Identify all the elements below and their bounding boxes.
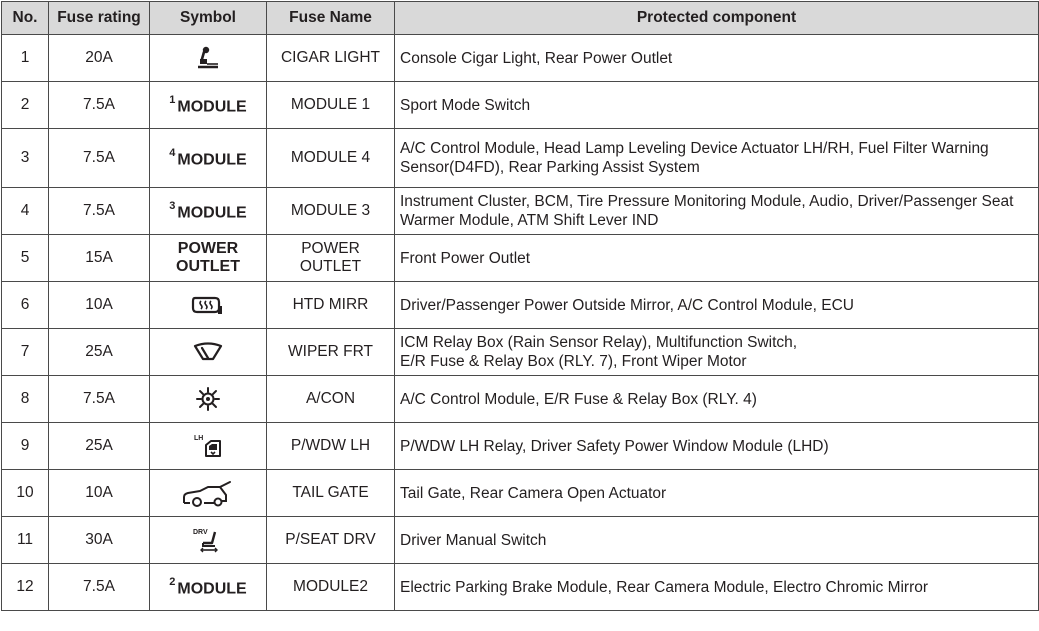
table-row bbox=[2, 376, 1039, 423]
fuse-rating: 10A bbox=[49, 282, 150, 329]
header-row bbox=[2, 2, 1039, 35]
table-row bbox=[2, 188, 1039, 235]
table-row bbox=[2, 423, 1039, 470]
fuse-name: WIPER FRT bbox=[267, 329, 395, 376]
fuse-rating: 15A bbox=[49, 235, 150, 282]
fuse-rating: 30A bbox=[49, 517, 150, 564]
fuse-name-line: POWER bbox=[301, 240, 360, 257]
table-row bbox=[2, 35, 1039, 82]
protected-component: Electric Parking Brake Module, Rear Camera Module, Electro Chromic Mirror bbox=[395, 564, 1039, 611]
fuse-name: CIGAR LIGHT bbox=[267, 35, 395, 82]
fuse-symbol bbox=[150, 35, 267, 82]
protected-component bbox=[395, 129, 1039, 188]
fuse-no: 8 bbox=[2, 376, 49, 423]
front-wiper-icon bbox=[193, 342, 223, 362]
fuse-rating: 20A bbox=[49, 35, 150, 82]
fuse-no: 12 bbox=[2, 564, 49, 611]
symbol-line: POWER bbox=[177, 240, 239, 257]
module-symbol-text: MODULE bbox=[177, 151, 247, 169]
fuse-no: 11 bbox=[2, 517, 49, 564]
protected-component bbox=[395, 329, 1039, 376]
fuse-symbol bbox=[150, 423, 267, 470]
fuse-name-line: OUTLET bbox=[299, 258, 362, 275]
header-symbol: Symbol bbox=[150, 2, 267, 35]
table-row bbox=[2, 82, 1039, 129]
fuse-rating: 7.5A bbox=[49, 564, 150, 611]
cigar-lighter-icon bbox=[195, 45, 221, 71]
table-row bbox=[2, 329, 1039, 376]
fuse-name: P/SEAT DRV bbox=[267, 517, 395, 564]
header-fuse-rating: Fuse rating bbox=[49, 2, 150, 35]
fuse-symbol bbox=[150, 564, 267, 611]
fuse-rating: 7.5A bbox=[49, 82, 150, 129]
component-line: Sensor(D4FD), Rear Parking Assist System bbox=[400, 159, 700, 176]
module-number: 4 bbox=[169, 147, 176, 160]
power-seat-drv-icon bbox=[191, 527, 225, 553]
fuse-no: 10 bbox=[2, 470, 49, 517]
protected-component: A/C Control Module, E/R Fuse & Relay Box (RLY. 4) bbox=[395, 376, 1039, 423]
fuse-no: 2 bbox=[2, 82, 49, 129]
symbol-line: OUTLET bbox=[176, 258, 240, 275]
protected-component: Driver/Passenger Power Outside Mirror, A/C Control Module, ECU bbox=[395, 282, 1039, 329]
component-line: A/C Control Module, Head Lamp Leveling Device Actuator LH/RH, Fuel Filter Warning bbox=[400, 140, 989, 157]
fuse-no: 9 bbox=[2, 423, 49, 470]
fuse-rating: 7.5A bbox=[49, 188, 150, 235]
fuse-symbol bbox=[150, 329, 267, 376]
component-line: Warmer Module, ATM Shift Lever IND bbox=[400, 212, 659, 229]
fuse-name: P/WDW LH bbox=[267, 423, 395, 470]
power-seat-drv-label: DRV bbox=[193, 529, 208, 536]
fuse-symbol bbox=[150, 129, 267, 188]
fuse-symbol bbox=[150, 282, 267, 329]
fuse-name bbox=[267, 235, 395, 282]
table-row bbox=[2, 517, 1039, 564]
protected-component: P/WDW LH Relay, Driver Safety Power Window Module (LHD) bbox=[395, 423, 1039, 470]
fuse-name: HTD MIRR bbox=[267, 282, 395, 329]
fuse-symbol bbox=[150, 82, 267, 129]
fuse-no: 7 bbox=[2, 329, 49, 376]
module-symbol-text: MODULE bbox=[177, 204, 247, 222]
fuse-symbol bbox=[150, 376, 267, 423]
ac-snowflake-icon bbox=[196, 387, 220, 411]
protected-component: Tail Gate, Rear Camera Open Actuator bbox=[395, 470, 1039, 517]
header-no: No. bbox=[2, 2, 49, 35]
header-protected-component: Protected component bbox=[395, 2, 1039, 35]
heated-mirror-icon bbox=[191, 294, 225, 316]
table-row bbox=[2, 129, 1039, 188]
fuse-rating: 25A bbox=[49, 329, 150, 376]
power-window-lh-label: LH bbox=[194, 435, 204, 442]
table-row bbox=[2, 235, 1039, 282]
fuse-name: MODULE2 bbox=[267, 564, 395, 611]
fuse-name: MODULE 1 bbox=[267, 82, 395, 129]
fuse-no: 4 bbox=[2, 188, 49, 235]
table-row bbox=[2, 470, 1039, 517]
fuse-no: 5 bbox=[2, 235, 49, 282]
fuse-table bbox=[1, 1, 1039, 611]
protected-component: Driver Manual Switch bbox=[395, 517, 1039, 564]
component-line: E/R Fuse & Relay Box (RLY. 7), Front Wiper Motor bbox=[400, 353, 747, 370]
fuse-symbol bbox=[150, 470, 267, 517]
component-line: Instrument Cluster, BCM, Tire Pressure Monitoring Module, Audio, Driver/Passenger Seat bbox=[400, 193, 1014, 210]
fuse-name: MODULE 4 bbox=[267, 129, 395, 188]
table-row bbox=[2, 564, 1039, 611]
module-symbol-text: MODULE bbox=[177, 98, 247, 116]
component-line: ICM Relay Box (Rain Sensor Relay), Multifunction Switch, bbox=[400, 334, 798, 351]
fuse-no: 3 bbox=[2, 129, 49, 188]
fuse-symbol bbox=[150, 517, 267, 564]
tail-gate-icon bbox=[182, 479, 234, 507]
protected-component: Sport Mode Switch bbox=[395, 82, 1039, 129]
fuse-rating: 10A bbox=[49, 470, 150, 517]
module-number: 2 bbox=[169, 576, 176, 589]
table-row bbox=[2, 282, 1039, 329]
fuse-rating: 7.5A bbox=[49, 129, 150, 188]
module-symbol-text: MODULE bbox=[177, 580, 247, 598]
fuse-rating: 7.5A bbox=[49, 376, 150, 423]
header-fuse-name: Fuse Name bbox=[267, 2, 395, 35]
fuse-no: 1 bbox=[2, 35, 49, 82]
fuse-name: A/CON bbox=[267, 376, 395, 423]
module-number: 1 bbox=[169, 94, 176, 107]
protected-component: Front Power Outlet bbox=[395, 235, 1039, 282]
module-number: 3 bbox=[169, 200, 176, 213]
fuse-name: TAIL GATE bbox=[267, 470, 395, 517]
power-window-lh-icon bbox=[192, 433, 224, 459]
protected-component bbox=[395, 188, 1039, 235]
protected-component: Console Cigar Light, Rear Power Outlet bbox=[395, 35, 1039, 82]
fuse-rating: 25A bbox=[49, 423, 150, 470]
fuse-symbol bbox=[150, 235, 267, 282]
fuse-name: MODULE 3 bbox=[267, 188, 395, 235]
fuse-no: 6 bbox=[2, 282, 49, 329]
fuse-symbol bbox=[150, 188, 267, 235]
